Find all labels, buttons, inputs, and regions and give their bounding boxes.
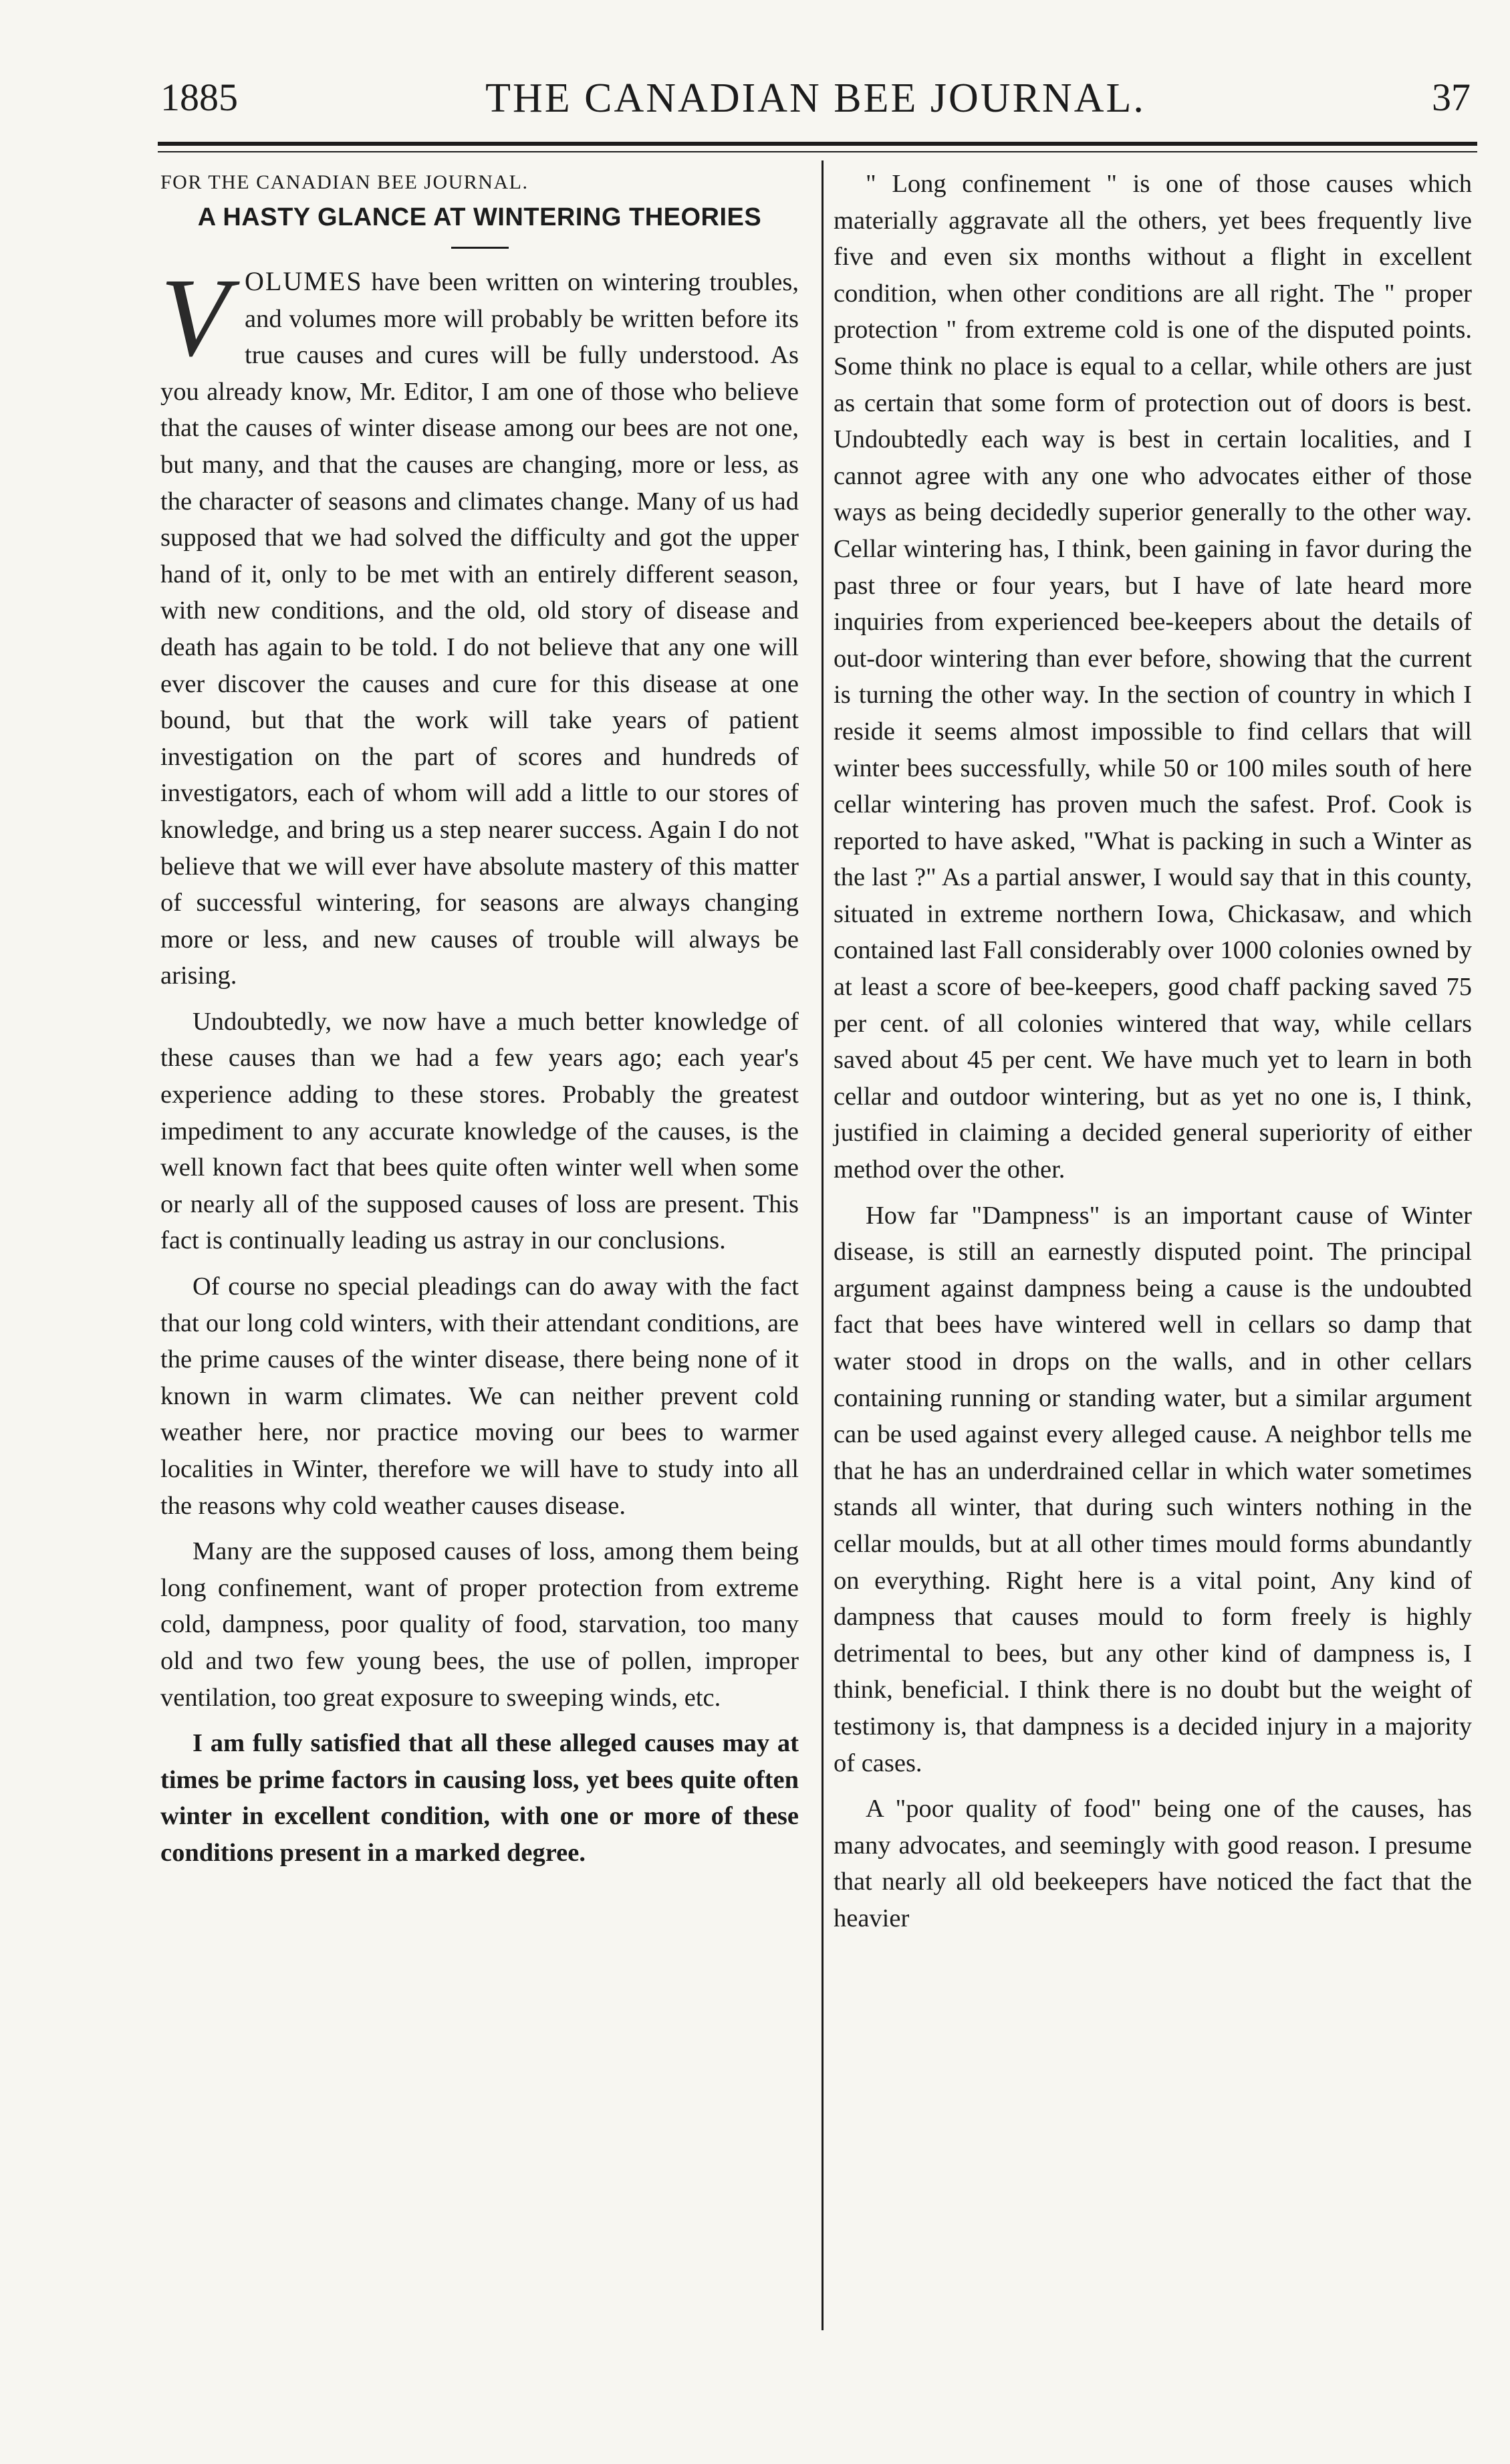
paragraph-text: have been written on wintering troubles, and volumes more will probably be written before its true causes and cures will be fully understood. As you already know, Mr. Editor, I am one of those who believe that the causes of winter disease among our bees are not one, but many, and that the causes are changing, more or less, as the character of seasons and climates change. Many of us had supposed that we had solved the difficulty and got the upper hand of it, only to be met with an entirely different season, with new conditions, and the old, old story of disease and death has again to be told. I do not believe that any one will ever discover the causes and cure for this disease at one bound, but that the work will take years of patient investigation on the part of scores and hundreds of investigators, each of whom will add a little to our stores of knowledge, and bring us a step nearer success. Again I do not believe that we will ever have absolute mastery of this matter of successful wintering, for seasons are always changing more or less, and new causes of trouble will always be arising. xyxy=(160,268,799,990)
first-word: OLUMES xyxy=(245,266,363,296)
article-paragraph: " Long confinement " is one of those causes which materially aggravate all the others, yet bees frequently live five and even six months without a flight in excellent condition, when other conditions are all right. The " proper protection " from extreme cold is one of the disputed points. Some think no place is equal to a cellar, while others are just as certain that some form of protection out of doors is best. Undoubtedly each way is best in certain localities, and I cannot agree with any one who advocates either of those ways as being decidedly superior generally to the other way. Cellar wintering has, I think, been gaining in favor during the past three or four years, but I have of late heard more inquiries from experienced bee-keepers about the details of out-door wintering than ever before, showing that the current is turning the other way. In the section of country in which I reside it seems almost impossible to find cellars that will winter bees successfully, while 50 or 100 miles south of here cellar wintering has proven much the safest. Prof. Cook is reported to have asked, "What is packing in such a Winter as the last ?" As a partial answer, I would say that in this county, situated in extreme northern Iowa, Chickasaw, and which contained last Fall considerably over 1000 colonies owned by at least a score of bee-keepers, good chaff packing saved 75 per cent. of all colonies wintered that way, while cellars saved about 45 per cent. We have much yet to learn in both cellar and outdoor wintering, but as yet no one is, I think, justified in claiming a decided general superiority of either method over the other. xyxy=(834,170,1472,1184)
article-paragraph: I am fully satisfied that all these alleged causes may at times be prime factors in causing loss, yet bees quite often winter in excellent condition, with one or more of these conditions present in a marked degree. xyxy=(160,1729,799,1867)
article-paragraph: Many are the supposed causes of loss, among them being long confinement, want of proper protection from extreme cold, dampness, poor quality of food, starvation, too many old and two few young bees, the use of pollen, improper ventilation, too great exposure to sweeping winds, etc. xyxy=(160,1537,799,1712)
header-rule-thin xyxy=(158,151,1477,152)
running-header xyxy=(160,75,1471,128)
article-paragraph xyxy=(160,255,799,994)
journal-title: THE CANADIAN BEE JOURNAL. xyxy=(485,76,1146,121)
article-paragraph: How far "Dampness" is an important cause of Winter disease, is still an earnestly disputed point. The principal argument against dampness being a cause is the undoubted fact that bees have wintered well in cellars so damp that water stood in drops on the walls, and in other cellars containing running or standing water, but a similar argument can be used against every alleged cause. A neighbor tells me that he has an underdrained cellar in which water sometimes stands all winter, that during such winters nothing in the cellar moulds, but at all other times mould forms abundantly on everything. Right here is a vital point, Any kind of dampness that causes mould to form freely is highly detrimental to bees, but any other kind of dampness is, I think, beneficial. I think there is no doubt but the weight of testimony is, that dampness is a decided injury in a majority of cases. xyxy=(834,1201,1472,1777)
column-divider xyxy=(822,160,824,2330)
header-year: 1885 xyxy=(160,76,238,119)
article-paragraph: Of course no special pleadings can do away with the fact that our long cold winters, with their attendant conditions, are the prime causes of the winter disease, there being none of it known in warm climates. We can neither prevent cold weather here, nor practice moving our bees to warmer localities in Winter, therefore we will have to study into all the reasons why cold weather causes disease. xyxy=(160,1272,799,1520)
title-rule xyxy=(451,247,509,249)
header-rule-thick xyxy=(158,142,1477,146)
source-line: FOR THE CANADIAN BEE JOURNAL. xyxy=(160,171,529,193)
article-paragraph: A "poor quality of food" being one of the causes, has many advocates, and seemingly with good reason. I presume that nearly all old beekeepers have noticed the fact that the heavier xyxy=(834,1795,1472,1932)
left-column xyxy=(160,166,799,1881)
article-paragraph: Undoubtedly, we now have a much better knowledge of these causes than we had a few years ago; each year's experience adding to these stores. Probably the greatest impediment to any accurate knowledge of the causes, is the well known fact that bees quite often winter well when some or nearly all of the supposed causes of loss are present. This fact is continually leading us astray in our conclusions. xyxy=(160,1007,799,1255)
drop-cap: V xyxy=(160,255,229,380)
page-number: 37 xyxy=(1432,76,1471,119)
article-title: A HASTY GLANCE AT WINTERING THEORIES xyxy=(197,203,762,231)
right-column xyxy=(834,166,1472,1946)
